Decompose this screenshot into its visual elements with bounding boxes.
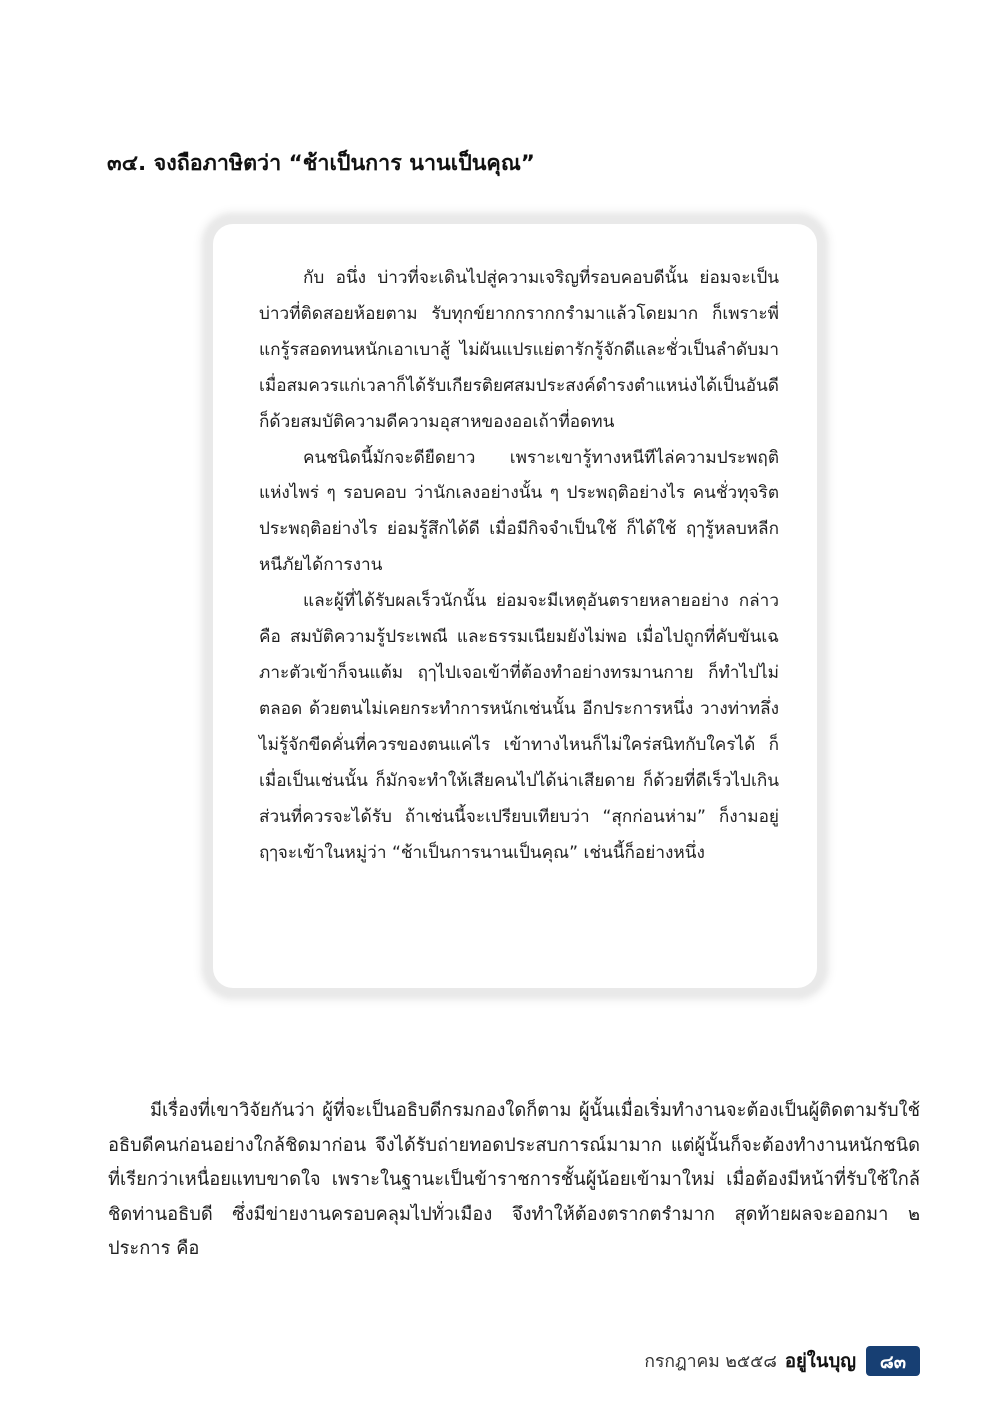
quote-paragraph-2: คนชนิดนี้มักจะดียืดยาว เพราะเขารู้ทางหนีทีไล่ความประพฤติแห่งไพร่ ๆ รอบคอบ ว่านักเลงอย่างนั้น ๆ ประพฤติอย่างไร คนชั่วทุจริตประพฤติอย่างไร ย่อมรู้สึกได้ดี เมื่อมีกิจจำเป็นใช้ ก็ได้ใช้ ฤๅรู้หลบหลีกหนีภัยได้การงาน xyxy=(259,447,779,576)
page-number: ๘๓ xyxy=(866,1346,920,1376)
page-footer xyxy=(644,1344,920,1378)
quote-text xyxy=(259,261,779,871)
quote-paragraph-3: และผู้ที่ได้รับผลเร็วนักนั้น ย่อมจะมีเหตุอันตรายหลายอย่าง กล่าวคือ สมบัติความรู้ประเพณี และธรรมเนียมยังไม่พอ เมื่อไปถูกที่คับขันเฉภาะตัวเข้าก็จนแต้ม ฤๅไปเจอเข้าที่ต้องทำอย่างทรมานกาย ก็ทำไปไม่ตลอด ด้วยตนไม่เคยกระทำการหนักเช่นนั้น อีกประการหนึ่ง วางท่าทลึ่งไม่รู้จักขีดคั่นที่ควรของตนแค่ไร เข้าทางไหนก็ไม่ใคร่สนิทกับใครได้ ก็เมื่อเป็นเช่นนั้น ก็มักจะทำให้เสียคนไปได้น่าเสียดาย ก็ด้วยที่ดีเร็วไปเกินส่วนที่ควรจะได้รับ ถ้าเช่นนี้จะเปรียบเทียบว่า “สุกก่อนห่าม” ก็งามอยู่ ฤๅจะเข้าในหมู่ว่า “ช้าเป็นการนานเป็นคุณ” เช่นนี้ก็อย่างหนึ่ง xyxy=(259,591,779,863)
body-text xyxy=(108,1094,920,1267)
section-heading: ๓๔. จงถือภาษิตว่า “ช้าเป็นการ นานเป็นคุณ” xyxy=(107,151,535,176)
quote-paragraph-1: กับ อนึ่ง บ่าวที่จะเดินไปสู่ความเจริญที่รอบคอบดีนั้น ย่อมจะเป็นบ่าวที่ติดสอยห้อยตาม รับทุกข์ยากกรากกรำมาแล้วโดยมาก ก็เพราะพี่แกรู้รสอดทนหนักเอาเบาสู้ ไม่ผันแปรแย่ตารักรู้จักดีและชั่วเป็นลำดับมา เมื่อสมควรแก่เวลาก็ได้รับเกียรติยศสมประสงค์ดำรงตำแหน่งได้เป็นอันดี ก็ด้วยสมบัติความดีความอุสาหของออเถ้าที่อดทน xyxy=(259,268,779,432)
footer-magazine-title: อยู่ในบุญ xyxy=(784,1350,856,1372)
footer-date: กรกฎาคม ๒๕๕๘ xyxy=(644,1352,777,1372)
body-paragraph: มีเรื่องที่เขาวิจัยกันว่า ผู้ที่จะเป็นอธิบดีกรมกองใดก็ตาม ผู้นั้นเมื่อเริ่มทำงานจะต้องเป็นผู้ติดตามรับใช้อธิบดีคนก่อนอย่างใกล้ชิดมาก่อน จึงได้รับถ่ายทอดประสบการณ์มามาก แต่ผู้นั้นก็จะต้องทำงานหนักชนิดที่เรียกว่าเหนื่อยแทบขาดใจ เพราะในฐานะเป็นข้าราชการชั้นผู้น้อยเข้ามาใหม่ เมื่อต้องมีหน้าที่รับใช้ใกล้ชิดท่านอธิบดี ซึ่งมีข่ายงานครอบคลุมไปทั่วเมือง จึงทำให้ต้องตรากตรำมาก สุดท้ายผลจะออกมา ๒ ประการ คือ xyxy=(108,1100,920,1259)
quote-box xyxy=(213,224,817,988)
